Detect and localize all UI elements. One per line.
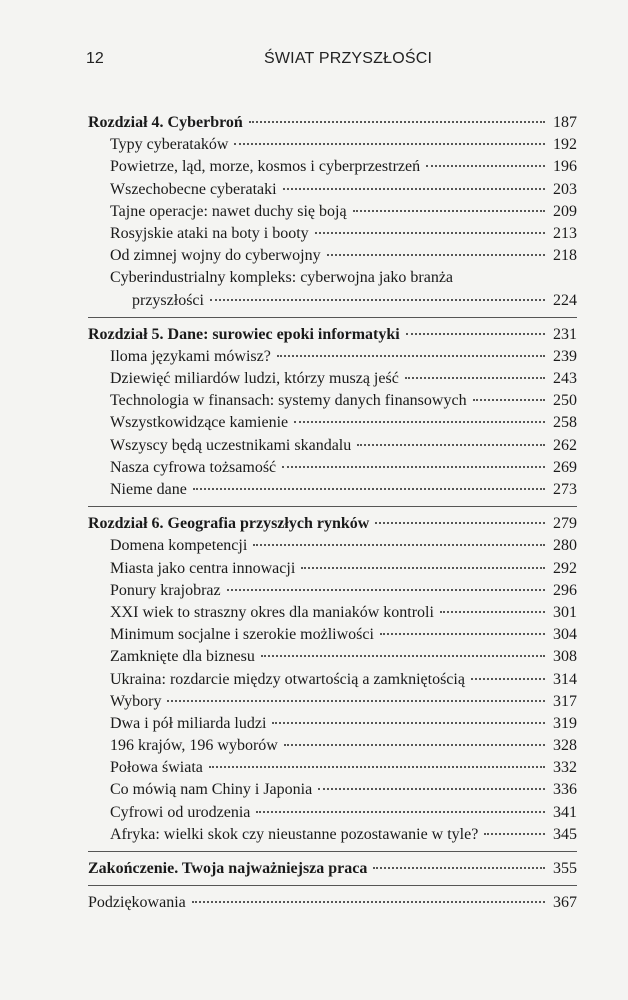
toc-entry [88,390,577,412]
toc-entry [88,134,577,156]
entry-page: 269 [553,458,577,476]
entry-title: 196 krajów, 196 wyborów [110,737,278,755]
entry-page: 243 [553,370,577,388]
toc-entry [88,346,577,368]
toc-entry [88,757,577,779]
toc-entry [88,713,577,735]
leader-dots [256,811,545,813]
entry-page: 367 [553,894,577,912]
chapter-page: 355 [553,860,577,877]
entry-title: Ponury krajobraz [110,581,221,599]
entry-title: Nieme dane [110,481,187,498]
toc-entry [88,779,577,801]
leader-dots [253,544,545,546]
entry-title-continuation: przyszłości [132,291,204,309]
leader-dots [406,333,545,335]
entry-page: 218 [553,247,577,265]
entry-title: Powietrze, ląd, morze, kosmos i cyberprzestrzeń [110,158,421,176]
acknowledgements [88,892,577,914]
entry-page: 280 [553,537,577,555]
entry-page: 273 [553,481,577,498]
leader-dots [210,299,545,301]
toc-entry [88,435,577,457]
entry-page: 319 [553,714,577,732]
chapter-title: Rozdział 5. Dane: surowiec epoki informatyki [88,325,400,343]
section-divider [88,506,577,507]
entry-title: Wybory [110,692,162,710]
leader-dots [272,722,545,724]
entry-title: Cyberindustrialny kompleks: cyberwojna jako branża [110,269,454,287]
entry-title: Od zimnej wojny do cyberwojny [110,247,321,265]
chapter-heading [88,324,577,346]
entry-title: Technologia w finansach: systemy danych finansowych [110,392,467,410]
leader-dots [261,655,545,657]
entry-page: 332 [553,759,577,777]
chapter-6 [88,513,577,846]
toc-entry [88,558,577,580]
leader-dots [315,232,545,234]
entry-page: 296 [553,581,577,599]
entry-page: 308 [553,648,577,666]
entry-page: 250 [553,392,577,410]
entry-page: 224 [553,291,577,309]
toc-entry [88,412,577,434]
toc-entry [88,223,577,245]
entry-page: 209 [553,202,577,220]
leader-dots [405,377,545,379]
entry-title: Domena kompetencji [110,537,248,555]
entry-page: 196 [553,158,577,176]
chapter-title: Zakończenie. Twoja najważniejsza praca [88,860,368,877]
leader-dots [192,901,545,903]
entry-page: 258 [553,414,577,432]
toc-entry-wrapped-continuation [88,290,577,312]
toc-entry [88,535,577,557]
entry-page: 292 [553,559,577,577]
entry-title: Rosyjskie ataki na boty i booty [110,224,309,242]
entry-title: Wszechobecne cyberataki [110,180,277,198]
table-of-contents [88,112,577,914]
leader-dots [167,700,545,702]
leader-dots [282,466,545,468]
leader-dots [301,567,545,569]
entry-title: Afryka: wielki skok czy nieustanne pozostawanie w tyle? [110,825,479,843]
entry-title: Ukraina: rozdarcie między otwartością a zamkniętością [110,670,465,688]
leader-dots [193,488,545,490]
chapter-heading [88,513,577,535]
entry-page: 328 [553,737,577,755]
leader-dots [373,867,545,869]
toc-entry [88,479,577,501]
leader-dots [209,766,545,768]
toc-entry [88,735,577,757]
leader-dots [357,444,545,446]
toc-entry [88,691,577,713]
leader-dots [353,210,545,212]
entry-page: 213 [553,224,577,242]
section-divider [88,317,577,318]
entry-title: Nasza cyfrowa tożsamość [110,458,277,476]
toc-entry [88,624,577,646]
leader-dots [380,633,545,635]
leader-dots [284,744,545,746]
page-header [86,50,581,74]
toc-entry [88,201,577,223]
conclusion [88,858,577,880]
entry-title: Dziewięć miliardów ludzi, którzy muszą jeść [110,370,399,388]
leader-dots [234,143,545,145]
leader-dots [327,254,545,256]
leader-dots [440,611,545,613]
chapter-heading [88,858,577,880]
entry-title: Zamknięte dla biznesu [110,648,255,666]
entry-page: 301 [553,603,577,621]
toc-entry [88,580,577,602]
entry-title: Miasta jako centra innowacji [110,559,296,577]
toc-entry [88,368,577,390]
leader-dots [318,788,545,790]
entry-title: Co mówią nam Chiny i Japonia [110,781,313,799]
entry-title: Cyfrowi od urodzenia [110,803,251,821]
leader-dots [283,188,545,190]
entry-page: 192 [553,136,577,154]
leader-dots [375,522,545,524]
entry-title: Minimum socjalne i szerokie możliwości [110,626,374,644]
chapter-page: 187 [553,114,577,131]
toc-entry [88,824,577,846]
toc-entry [88,457,577,479]
chapter-title: Rozdział 4. Cyberbroń [88,114,243,131]
entry-title: Tajne operacje: nawet duchy się boją [110,202,347,220]
entry-title: Dwa i pół miliarda ludzi [110,714,267,732]
entry-page: 341 [553,803,577,821]
toc-entry [88,646,577,668]
entry-page: 262 [553,436,577,454]
leader-dots [473,399,545,401]
toc-entry [88,669,577,691]
running-title: ŚWIAT PRZYSZŁOŚCI [264,50,433,67]
toc-entry [88,156,577,178]
leader-dots [484,833,545,835]
entry-page: 203 [553,180,577,198]
toc-entry-wrapped-first-line [88,267,577,289]
entry-title: Iloma językami mówisz? [110,347,271,365]
leader-dots [294,421,545,423]
leader-dots [471,678,545,680]
entry-title: XXI wiek to straszny okres dla maniaków kontroli [110,603,434,621]
leader-dots [249,121,545,123]
entry-page: 336 [553,781,577,799]
entry-page: 345 [553,825,577,843]
entry-title: Typy cyberataków [110,136,229,154]
section-divider [88,885,577,886]
entry-title: Wszyscy będą uczestnikami skandalu [110,436,352,454]
leader-dots [277,355,545,357]
chapter-heading [88,112,577,134]
chapter-title: Rozdział 6. Geografia przyszłych rynków [88,515,370,533]
entry-page: 304 [553,626,577,644]
entry-title: Podziękowania [88,894,186,912]
leader-dots [426,165,545,167]
leader-dots [227,589,545,591]
toc-entry [88,802,577,824]
chapter-page: 231 [553,325,577,343]
entry-page: 317 [553,692,577,710]
section-divider [88,851,577,852]
chapter-4 [88,112,577,312]
toc-entry [88,602,577,624]
chapter-5 [88,324,577,502]
toc-entry [88,892,577,914]
entry-title: Wszystkowidzące kamienie [110,414,289,432]
page-number: 12 [86,50,104,67]
entry-page: 239 [553,347,577,365]
chapter-page: 279 [553,515,577,533]
toc-entry [88,245,577,267]
toc-entry [88,179,577,201]
entry-page: 314 [553,670,577,688]
entry-title: Połowa świata [110,759,203,777]
